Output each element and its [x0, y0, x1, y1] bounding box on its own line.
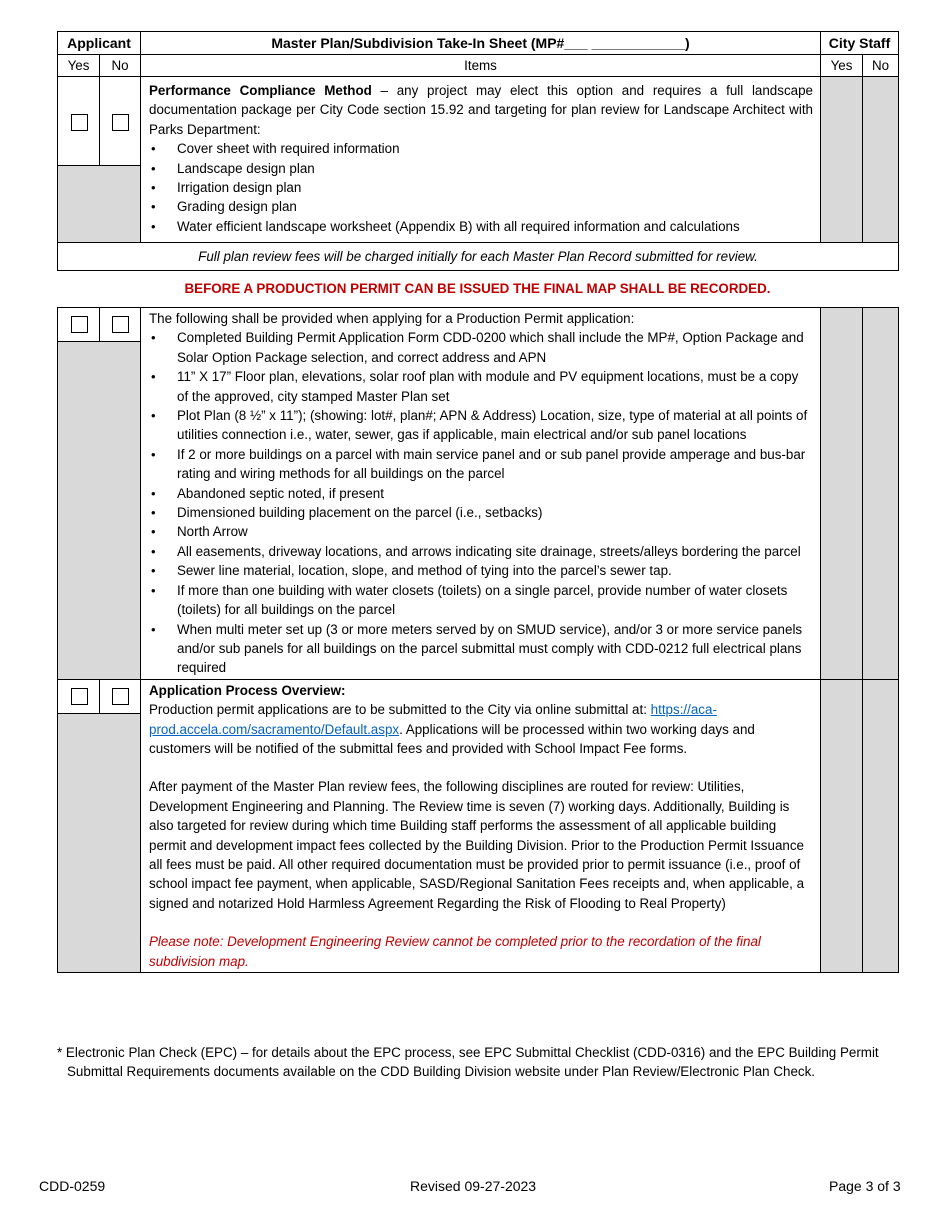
applicant-gray-filler-2 [58, 342, 141, 680]
applicant-yes-header: Yes [58, 55, 100, 77]
performance-compliance-desc: – any project may elect this option and requires a full landscape documentation package per City Code section 15.92 and targeting for plan review for Landscape Architect with Parks Department: [149, 83, 813, 137]
process-overview-paragraph-1 [149, 700, 813, 758]
performance-compliance-text [149, 81, 813, 139]
items-header: Items [141, 55, 821, 77]
list-item: • Irrigation design plan [177, 178, 813, 197]
online-submittal-link[interactable]: https://aca-prod.accela.com/sacramento/Default.aspx [149, 702, 717, 737]
applicant-no-header: No [100, 55, 141, 77]
paragraph-spacer [149, 913, 813, 932]
staff-yes-header: Yes [821, 55, 863, 77]
production-permit-intro: The following shall be provided when applying for a Production Permit application: [149, 311, 635, 326]
list-item: • Cover sheet with required information [177, 139, 813, 158]
staff-yes-cell-1[interactable] [821, 77, 863, 243]
list-item: • If 2 or more buildings on a parcel with main service panel and or sub panel provide amperage and bus-bar rating and wiring methods for all buildings on the parcel [177, 445, 813, 484]
plan-review-fee-note: Full plan review fees will be charged initially for each Master Plan Record submitted for review. [58, 243, 899, 271]
applicant-header: Applicant [58, 32, 141, 55]
staff-yes-cell-3[interactable] [821, 679, 863, 972]
processing-text: . Applications will be processed within two working days and customers will be notified of the submittal fees and provided with School Impact Fee forms. [149, 721, 755, 756]
staff-yes-cell-2[interactable] [821, 308, 863, 680]
list-item: • Completed Building Permit Application Form CDD-0200 which shall include the MP#, Option Package and Solar Option Package selection, and correct address and APN [177, 328, 813, 367]
list-item: • 11” X 17” Floor plan, elevations, solar roof plan with module and PV equipment locations, must be a copy of the approved, city stamped Master Plan set [177, 367, 813, 406]
checklist-page [57, 31, 898, 973]
application-process-item [141, 679, 821, 972]
epc-footnote [57, 1043, 907, 1081]
list-item: • Landscape design plan [177, 159, 813, 178]
page-number: Page 3 of 3 [829, 1178, 901, 1194]
list-item: • Grading design plan [177, 197, 813, 216]
staff-no-cell-3[interactable] [863, 679, 899, 972]
form-id: CDD-0259 [39, 1178, 106, 1194]
applicant-no-cell-2 [100, 308, 141, 342]
production-permit-list [149, 328, 813, 677]
process-overview-paragraph-2: After payment of the Master Plan review fees, the following disciplines are routed for review: Utilities, Development Engineering and Planning. The Review time is seven (7) working days. Additionally, Building is also targeted for review during which time Building staff performs the assessment of all applicable building permit and development impact fees collected by the Building Division. Prior to the Production Permit Issuance all fees must be paid. All other required documentation must be provided prior to permit issuance (i.e., proof of school impact fee payment, when applicable, SASD/Regional Sanitation Fees receipts and, when applicable, a signed and notarized Hold Harmless Agreement Regarding the Risk of Flooding to Real Property) [149, 779, 805, 911]
list-item: • Sewer line material, location, slope, and method of tying into the parcel’s sewer tap. [177, 561, 813, 580]
applicant-yes-cell-2 [58, 308, 100, 342]
landscape-docs-list [149, 139, 813, 236]
staff-no-cell-2[interactable] [863, 308, 899, 680]
applicant-gray-filler-3 [58, 713, 141, 972]
applicant-no-checkbox-1[interactable] [112, 114, 129, 131]
list-item: • North Arrow [177, 522, 813, 541]
staff-no-header: No [863, 55, 899, 77]
applicant-no-cell-3 [100, 679, 141, 713]
performance-compliance-item [141, 77, 821, 243]
list-item: • Dimensioned building placement on the parcel (i.e., setbacks) [177, 503, 813, 522]
process-overview-heading: Application Process Overview: [149, 682, 346, 698]
applicant-no-cell-1 [100, 77, 141, 166]
production-permit-item [141, 308, 821, 680]
staff-no-cell-1[interactable] [863, 77, 899, 243]
revision-date: Revised 09-27-2023 [410, 1178, 537, 1194]
applicant-no-checkbox-2[interactable] [112, 316, 129, 333]
engineering-review-note: Please note: Development Engineering Review cannot be completed prior to the recordation of the final subdivision map. [149, 934, 761, 969]
final-map-warning: BEFORE A PRODUCTION PERMIT CAN BE ISSUED THE FINAL MAP SHALL BE RECORDED. [184, 281, 771, 296]
list-item: • If more than one building with water closets (toilets) on a single parcel, provide number of water closets (toilets) for all buildings on the parcel [177, 581, 813, 620]
applicant-gray-filler-1 [58, 166, 141, 243]
sheet-title: Master Plan/Subdivision Take-In Sheet (MP#___ ____________) [141, 32, 821, 55]
performance-compliance-title: Performance Compliance Method [149, 83, 372, 98]
city-staff-header: City Staff [821, 32, 899, 55]
takein-table-bottom [57, 307, 899, 973]
paragraph-spacer [149, 758, 813, 777]
submittal-text: Production permit applications are to be submitted to the City via online submittal at: [149, 702, 651, 718]
applicant-yes-checkbox-1[interactable] [71, 114, 88, 131]
applicant-no-checkbox-3[interactable] [112, 688, 129, 705]
list-item: • Abandoned septic noted, if present [177, 484, 813, 503]
list-item: • All easements, driveway locations, and arrows indicating site drainage, streets/alleys bordering the parcel [177, 542, 813, 561]
list-item: • Plot Plan (8 ½” x 11”); (showing: lot#, plan#; APN & Address) Location, size, type of material at all points of utilities connection i.e., water, sewer, gas if applicable, main electrical and/or sub panel locations [177, 406, 813, 445]
epc-footnote-text: * Electronic Plan Check (EPC) – for details about the EPC process, see EPC Submittal Checklist (CDD-0316) and the EPC Building Permit Submittal Requirements documents available on the CDD Building Division website under Plan Review/Electronic Plan Check. [57, 1045, 879, 1079]
applicant-yes-checkbox-2[interactable] [71, 316, 88, 333]
list-item: • When multi meter set up (3 or more meters served by on SMUD service), and/or 3 or more service panels and/or sub panels for all buildings on the parcel submittal must comply with CDD-0212 full electrical plans required [177, 620, 813, 678]
applicant-yes-checkbox-3[interactable] [71, 688, 88, 705]
list-item: • Water efficient landscape worksheet (Appendix B) with all required information and calculations [177, 217, 813, 236]
applicant-yes-cell-3 [58, 679, 100, 713]
takein-table-top [57, 31, 899, 271]
applicant-yes-cell-1 [58, 77, 100, 166]
